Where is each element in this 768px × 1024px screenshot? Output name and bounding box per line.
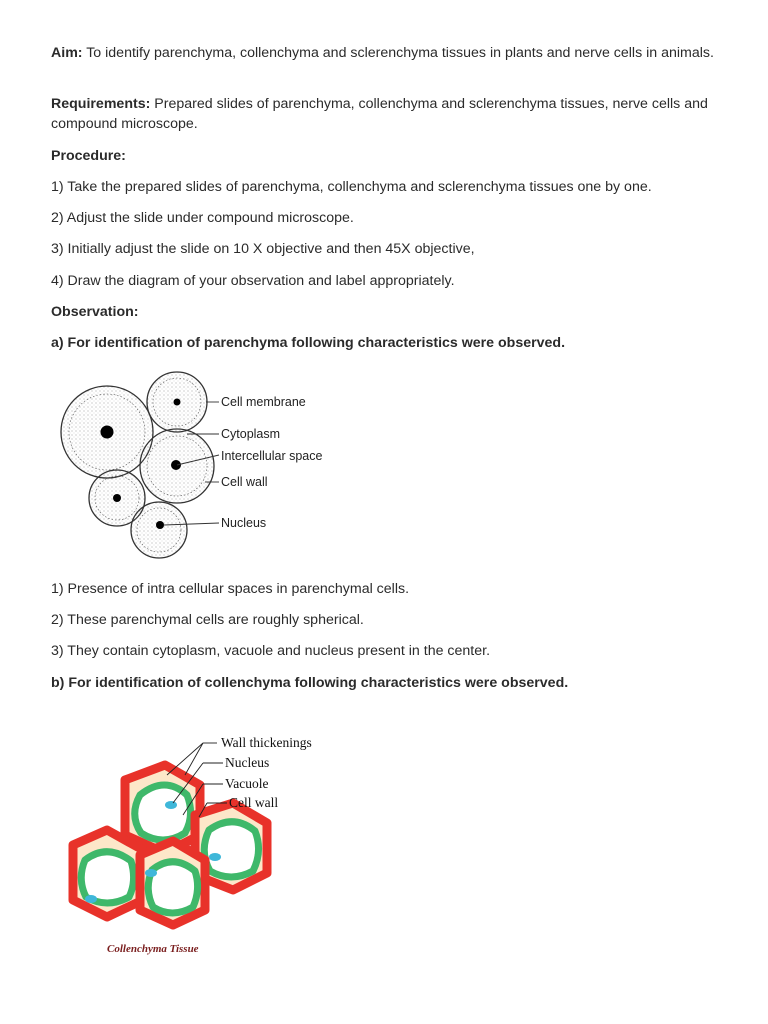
aim-text: To identify parenchyma, collenchyma and sclerenchyma tissues in plants and nerve cells in animals. <box>82 45 714 61</box>
procedure-step: 3) Initially adjust the slide on 10 X objective and then 45X objective, <box>51 241 475 257</box>
requirements-text: Prepared slides of parenchyma, collenchyma and sclerenchyma tissues, nerve cells and compound microscope. <box>51 96 708 132</box>
parenchyma-point: 3) They contain cytoplasm, vacuole and nucleus present in the center. <box>51 643 491 659</box>
figure-caption: Collenchyma Tissue <box>107 943 199 955</box>
observation-heading: Observation: <box>51 304 139 320</box>
parenchyma-point: 1) Presence of intra cellular spaces in parenchymal cells. <box>51 581 410 597</box>
procedure-step: 4) Draw the diagram of your observation and label appropriately. <box>51 273 455 289</box>
label-cell-membrane: Cell membrane <box>221 395 306 409</box>
aim-label: Aim: <box>51 45 83 61</box>
procedure-heading: Procedure: <box>51 148 126 164</box>
aim-paragraph <box>51 44 731 64</box>
procedure-step: 2) Adjust the slide under compound microscope. <box>51 210 354 226</box>
parenchyma-cell <box>131 502 187 558</box>
requirements-paragraph <box>51 95 731 134</box>
parenchyma-point: 2) These parenchymal cells are roughly spherical. <box>51 612 364 628</box>
collenchyma-cell <box>73 830 143 917</box>
label-vacuole: Vacuole <box>225 776 269 791</box>
label-nucleus: Nucleus <box>225 755 270 770</box>
collenchyma-cell <box>140 841 205 925</box>
label-cell-wall: Cell wall <box>221 475 268 489</box>
label-intercellular-space: Intercellular space <box>221 449 323 463</box>
collenchyma-diagram <box>55 725 355 965</box>
parenchyma-diagram <box>55 366 345 566</box>
procedure-step: 1) Take the prepared slides of parenchyma, collenchyma and sclerenchyma tissues one by one. <box>51 179 652 195</box>
label-cell-wall: Cell wall <box>229 795 279 810</box>
label-wall-thickenings: Wall thickenings <box>221 735 312 750</box>
collenchyma-heading: b) For identification of collenchyma following characteristics were observed. <box>51 675 569 691</box>
label-cytoplasm: Cytoplasm <box>221 427 281 441</box>
label-nucleus: Nucleus <box>221 516 267 530</box>
requirements-label: Requirements: <box>51 96 151 112</box>
collenchyma-cell <box>125 765 200 853</box>
parenchyma-heading: a) For identification of parenchyma following characteristics were observed. <box>51 335 566 351</box>
